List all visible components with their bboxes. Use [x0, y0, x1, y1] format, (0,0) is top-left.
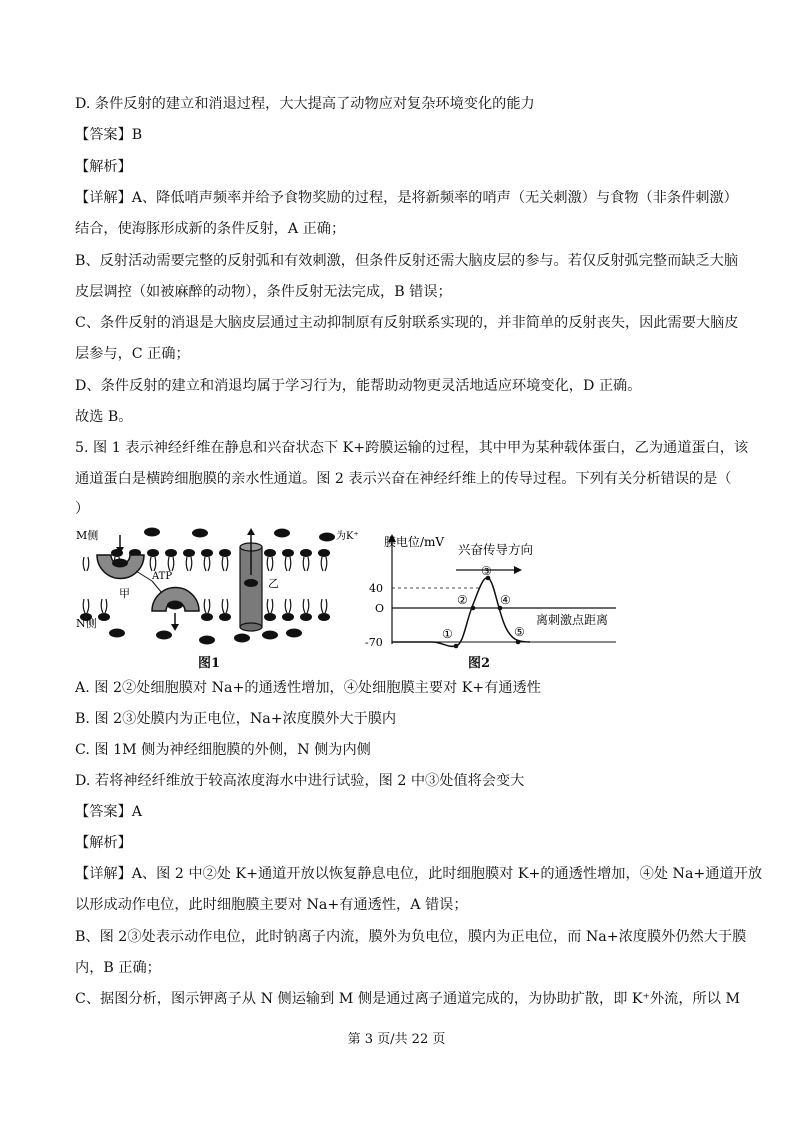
x-axis-label: 离刺激点距离: [536, 613, 609, 627]
page-footer: 第 3 页/共 22 页: [347, 1032, 446, 1047]
figure-2-caption: 图2: [468, 656, 491, 671]
question-5-line-1: 5. 图 1 表示神经纤维在静息和兴奋状态下 K+跨膜运输的过程，其中甲为某种载体蛋白，乙为通道蛋白，该: [75, 440, 749, 456]
detail2-line-3: B、图 2③处表示动作电位，此时钠离子内流，膜外为负电位，膜内为正电位，而 Na+浓度膜外仍然大于膜: [75, 929, 747, 945]
question-5-line-2: 通道蛋白是横跨细胞膜的亲水性通道。图 2 表示兴奋在神经纤维上的传导过程。下列有关分析错误的是（: [75, 471, 732, 487]
detail2-line-2: 以形成动作电位，此时细胞膜主要对 Na+有通透性，A 错误；: [75, 897, 468, 913]
jia-label: 甲: [119, 587, 130, 600]
option-b: B. 图 2③处膜内为正电位，Na+浓度膜外大于膜内: [75, 711, 397, 727]
detail-line-2: 结合，使海豚形成新的条件反射，A 正确；: [75, 221, 346, 237]
detail-line-1: 【详解】A、降低哨声频率并给予食物奖励的过程，是将新频率的哨声（无关刺激）与食物（非条件刺激）: [75, 190, 738, 206]
option-a: A. 图 2②处细胞膜对 Na+的通透性增加，④处细胞膜主要对 K+有通透性: [75, 680, 541, 696]
option-d: D. 若将神经纤维放于较高浓度海水中进行试验，图 2 中③处值将会变大: [75, 773, 525, 789]
tick-40: 40: [369, 582, 383, 595]
n-side-label: N侧: [76, 617, 97, 630]
detail-line-4: 皮层调控（如被麻醉的动物），条件反射无法完成，B 错误；: [75, 284, 452, 300]
curve-point-5: [516, 640, 521, 645]
detail-line-6: 层参与，C 正确；: [75, 346, 190, 362]
point-label-3: ③: [481, 564, 492, 578]
point-label-2: ②: [457, 593, 468, 607]
atp-label: ATP: [152, 571, 173, 582]
curve-point-2: [471, 606, 476, 611]
curve-point-1: [454, 644, 459, 649]
analysis-label-2: 【解析】: [75, 835, 132, 851]
point-label-5: ⑤: [514, 625, 525, 639]
detail-line-5: C、条件反射的消退是大脑皮层通过主动抑制原有反射联系实现的，并非简单的反射丧失，因此需要大脑皮: [75, 315, 739, 331]
option-c: C. 图 1M 侧为神经细胞膜的外侧，N 侧为内侧: [75, 742, 371, 758]
answer-label: 【答案】B: [75, 127, 143, 143]
direction-label: 兴奋传导方向: [458, 542, 534, 557]
analysis-label: 【解析】: [75, 159, 132, 175]
figure-1-caption: 图1: [198, 656, 221, 671]
detail2-line-4: 内，B 正确；: [75, 960, 161, 976]
tick-neg70: -70: [365, 636, 383, 649]
question-5-line-3: ）: [75, 501, 90, 517]
detail-line-3: B、反射活动需要完整的反射弧和有效刺激，但条件反射还需大脑皮层的参与。若仅反射弧完整而缺乏大脑: [75, 253, 739, 269]
point-label-4: ④: [500, 593, 511, 607]
choose-b: 故选 B。: [75, 409, 133, 425]
detail-line-7: D、条件反射的建立和消退均属于学习行为，能帮助动物更灵活地适应环境变化，D 正确。: [75, 378, 642, 394]
detail2-line-5: C、据图分析，图示钾离子从 N 侧运输到 M 侧是通过离子通道完成的，为协助扩散，即 K⁺外流，所以 M: [75, 991, 740, 1007]
figure-1: [72, 525, 372, 650]
m-side-label: M侧: [76, 529, 99, 542]
detail2-line-1: 【详解】A、图 2 中②处 K+通道开放以恢复静息电位，此时细胞膜对 K+的通透性增加，④处 Na+通道开放: [75, 866, 763, 882]
option-d-prev: D. 条件反射的建立和消退过程，大大提高了动物应对复杂环境变化的能力: [75, 96, 535, 112]
point-label-1: ①: [442, 627, 453, 641]
figure-2: [360, 532, 630, 652]
yi-label: 乙: [268, 577, 279, 590]
k-ion-label: 为K⁺: [336, 531, 359, 542]
tick-0: O: [375, 602, 385, 615]
answer-label-2: 【答案】A: [75, 804, 142, 820]
y-axis-label: 膜电位/mV: [384, 535, 445, 549]
